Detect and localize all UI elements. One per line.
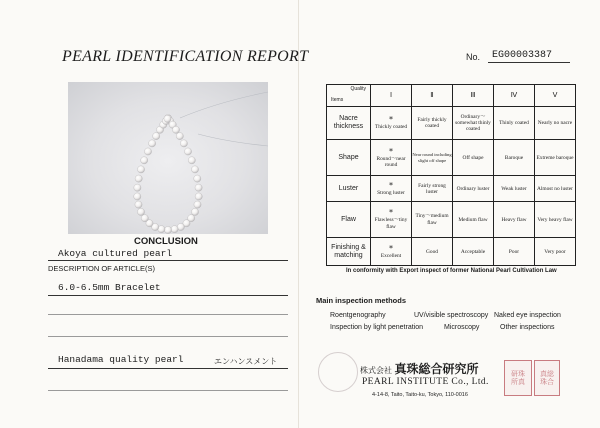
blank-line-1 bbox=[48, 314, 288, 315]
row-label: Luster bbox=[327, 176, 371, 202]
grid-cell: Almost no luster bbox=[535, 176, 576, 202]
grid-cell: Weak luster bbox=[494, 176, 535, 202]
grade-column-1: Ⅰ bbox=[371, 85, 412, 107]
grid-row-luster bbox=[327, 176, 576, 202]
grid-cell: * Flawless～tiny flaw bbox=[371, 202, 412, 238]
grade-column-4: Ⅳ bbox=[494, 85, 535, 107]
row-label: Flaw bbox=[327, 202, 371, 238]
pearl bbox=[134, 184, 141, 191]
grid-cell: Near round including slight off shape bbox=[412, 140, 453, 176]
pearl bbox=[141, 157, 148, 164]
pearl bbox=[188, 157, 195, 164]
description-heading: DESCRIPTION OF ARTICLE(S) bbox=[48, 264, 155, 273]
grading-table bbox=[326, 84, 576, 266]
grid-cell: Thinly coated bbox=[494, 107, 535, 140]
grid-cell: Nearly no nacre bbox=[535, 107, 576, 140]
pearl bbox=[191, 208, 198, 215]
pearl bbox=[180, 140, 187, 147]
pearl bbox=[135, 175, 142, 182]
conclusion-heading: CONCLUSION bbox=[134, 236, 198, 247]
row-label: Nacre thickness bbox=[327, 107, 371, 140]
corner-quality: Quality bbox=[350, 86, 366, 92]
grid-cell: Very poor bbox=[535, 238, 576, 266]
pearl bbox=[195, 184, 202, 191]
quality-underline bbox=[48, 368, 288, 369]
blank-line-3 bbox=[48, 390, 288, 391]
grid-cell: Medium flaw bbox=[453, 202, 494, 238]
embossed-seal bbox=[318, 352, 358, 392]
description-underline bbox=[48, 295, 288, 296]
pearl bbox=[184, 148, 191, 155]
selected-star: * bbox=[389, 180, 393, 190]
pearl bbox=[191, 166, 198, 173]
grid-row-nacre bbox=[327, 107, 576, 140]
red-stamp-seal: 研珠 所真 bbox=[504, 360, 532, 396]
grid-cell: * Strong luster bbox=[371, 176, 412, 202]
grade-column-5: Ⅴ bbox=[535, 85, 576, 107]
pearl bbox=[153, 133, 160, 140]
grid-cell: Fairly thickly coated bbox=[412, 107, 453, 140]
grid-cell: Heavy flaw bbox=[494, 202, 535, 238]
pearl bbox=[141, 215, 148, 222]
selected-star: * bbox=[389, 208, 393, 218]
grid-cell: Ordinary～somewhat thinly coated bbox=[453, 107, 494, 140]
company-name-en: PEARL INSTITUTE Co., Ltd. bbox=[362, 377, 489, 387]
pearl bbox=[194, 201, 201, 208]
method-item: Inspection by light penetration bbox=[330, 324, 424, 331]
grid-cell: Off shape bbox=[453, 140, 494, 176]
red-stamp-seal: 真総 珠合 bbox=[534, 360, 560, 396]
grid-cell: Acceptable bbox=[453, 238, 494, 266]
grid-corner bbox=[327, 85, 371, 107]
pearl bbox=[137, 208, 144, 215]
pearl bbox=[164, 115, 171, 122]
conclusion-underline bbox=[48, 260, 288, 261]
grid-cell: * Round～near round bbox=[371, 140, 412, 176]
pearl bbox=[144, 148, 151, 155]
grid-cell: * Excellent bbox=[371, 238, 412, 266]
pearl bbox=[149, 140, 156, 147]
grid-cell: Tiny～medium flaw bbox=[412, 202, 453, 238]
pearl-bracelet-image bbox=[68, 82, 268, 234]
row-label: Shape bbox=[327, 140, 371, 176]
method-item: UV/visible spectroscopy bbox=[414, 312, 489, 319]
grid-row-flaw bbox=[327, 202, 576, 238]
grid-cell: Good bbox=[412, 238, 453, 266]
pearl bbox=[171, 226, 178, 233]
grid-cell: Extreme baroque bbox=[535, 140, 576, 176]
company-name-jp: 株式会社 真珠総合研究所 bbox=[360, 362, 479, 376]
grid-cell: Baroque bbox=[494, 140, 535, 176]
pearl bbox=[172, 126, 179, 133]
report-title: PEARL IDENTIFICATION REPORT bbox=[62, 48, 309, 65]
grid-cell: Very heavy flaw bbox=[535, 202, 576, 238]
pearl bbox=[134, 193, 141, 200]
pearl-photo bbox=[68, 82, 268, 234]
pearl bbox=[164, 226, 171, 233]
description-value: 6.0-6.5mm Bracelet bbox=[58, 282, 161, 293]
grid-row-finishing bbox=[327, 238, 576, 266]
conclusion-value: Akoya cultured pearl bbox=[58, 248, 173, 259]
corner-items: Items bbox=[331, 97, 344, 104]
report-number-label: No. bbox=[466, 52, 481, 62]
pearl bbox=[137, 166, 144, 173]
conformity-note: In conformity with Export inspect of former National Pearl Cultivation Law bbox=[346, 268, 557, 274]
grid-cell: Ordinary luster bbox=[453, 176, 494, 202]
grid-cell: * Thickly coated bbox=[371, 107, 412, 140]
pearl bbox=[194, 175, 201, 182]
pearl bbox=[195, 193, 202, 200]
company-address: 4-14-8, Taito, Taito-ku, Tokyo, 110-0016 bbox=[372, 392, 468, 398]
grid-cell: Fairly strong luster bbox=[412, 176, 453, 202]
enhancement-text: エンハンスメント bbox=[214, 357, 278, 366]
method-item: Microscopy bbox=[444, 324, 480, 331]
selected-star: * bbox=[389, 146, 393, 156]
selected-star: * bbox=[389, 243, 393, 253]
report-number: EG00003387 bbox=[492, 50, 553, 61]
selected-star: * bbox=[389, 114, 393, 124]
report-number-underline bbox=[488, 62, 570, 63]
pearl bbox=[176, 133, 183, 140]
methods-heading: Main inspection methods bbox=[316, 296, 407, 305]
grade-column-2: Ⅱ bbox=[412, 85, 453, 107]
row-label: Finishing & matching bbox=[327, 238, 371, 266]
pearl bbox=[135, 201, 142, 208]
grid-row-shape bbox=[327, 140, 576, 176]
method-item: Roentgenography bbox=[330, 312, 386, 319]
grid-cell: Poor bbox=[494, 238, 535, 266]
method-item: Naked eye inspection bbox=[494, 312, 561, 319]
method-item: Other inspections bbox=[500, 324, 555, 331]
blank-line-2 bbox=[48, 336, 288, 337]
quality-text: Hanadama quality pearl bbox=[58, 354, 184, 365]
grade-column-3: Ⅲ bbox=[453, 85, 494, 107]
